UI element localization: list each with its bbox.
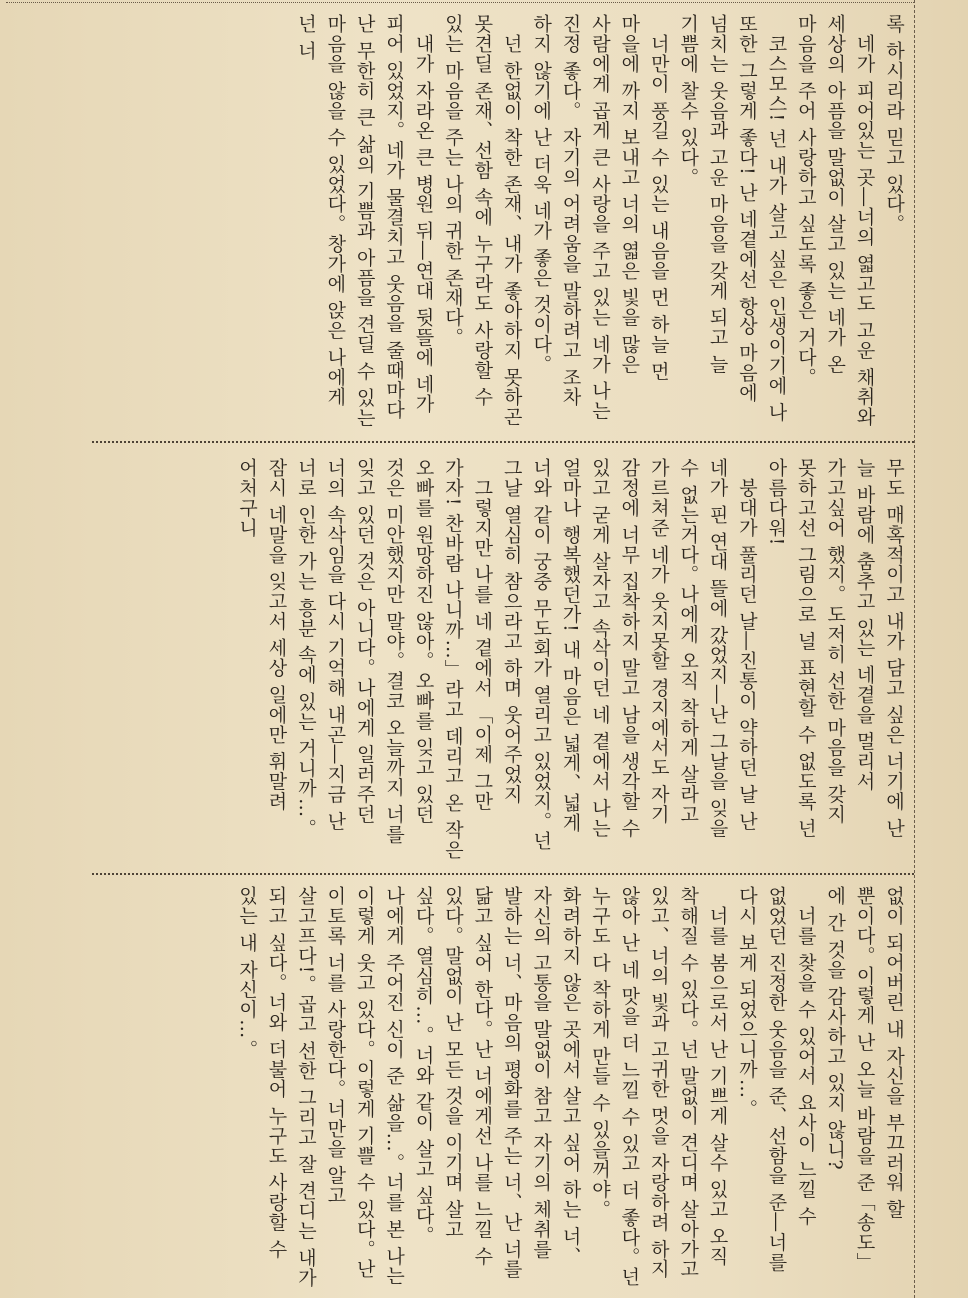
section-top-text: 록 하시리라 믿고 있다。 네가 피어있는 곳―너의 엷고도 고운 채취와 세상의 아픔을 말없이 살고 있는 네가 온 마음을 주어 사랑하고 싶도록 좋은 거다。 코스모스! 넌 내가 살고 싶은 인생이기에 나 또한 그렇게 좋다! 난 네곁에선 항상 마음에 넘치는 웃음과 고운 마음을 갖게 되고 늘 기쁨에 찰수 있다。 너만이 풍길 수 있는 내음을 먼 하늘 먼 마을에 까지 보내고 너의 엷은 빛을 많은 사람에게 곱게 큰 사랑을 주고 있는 네가 나는 진정 좋다。 자기의 어려움을 말하려고 조차 하지 않기에 난 더욱 네가 좋은 것이다。 넌 한없이 착한 존재、내가 좋아하지 못하곤 못견딜 존재、선함 속에 누구라도 사랑할 수 있는 마음을 주는 나의 귀한 존재다。 내가 자라온 큰 병원 뒤―연대 뒷뜰에 네가 피어 있었지。네가 물결치고 웃음을 줄때마다 난 무한히 큰 삶의 기쁨과 아픔을 견딜 수 있는 마음을 않을 수 있었다。창가에 앉은 나에게 넌 너 [294, 14, 905, 428]
section-middle [82, 458, 908, 860]
right-column-rule [914, 0, 915, 1298]
section-bottom [82, 886, 908, 1290]
section-divider-1 [92, 441, 914, 443]
section-middle-text: 무도 매혹적이고 내가 담고 싶은 너기에 난 늘 바람에 춤추고 있는 네곁을 멀리서 가고싶어 했지。도저히 선한 마음을 갖지 못하고선 그림으로 널 표현할 수 없도록 넌 아름다워! 붕대가 풀리던 날―진통이 약하던 날 난 네가 핀 연대 뜰에 갔었지―난 그날을 잊을 수 없는거다。나에게 오직 착하게 살라고 가르쳐준 네가 웃지못할 경지에서도 자기 감정에 너무 집착하지 말고 남을 생각할 수 있고 굳게 살자고 속삭이던 네 곁에서 나는 얼마나 행복했던가! 내 마음은 넓게、넓게 너와 같이 궁중 무도회가 열리고 있었지。넌 그날 열심히 참으라고 하며 웃어주었지 그렇지만 나를 네 곁에서 「이제 그만 가자! 찬바람 나니까…」라고 데리고 온 작은 오빠를 원망하진 않아。오빠를 잊고 있던 것은 미안했지만 말야。결코 오늘까지 너를 잊고 있던 것은 아니다。나에게 일러주던 너의 속삭임을 다시 기억해 내곤―지금 난 너로 인한 가는 흥분 속에 있는 거니까…。잠시 네말을 잊고서 세상 일에만 휘말려 어처구니 [236, 458, 905, 860]
section-top [82, 14, 908, 432]
top-border [6, 2, 914, 3]
section-bottom-text: 없이 되어버린 내 자신을 부끄러워 할 뿐이다。이렇게 난 오늘 바람을 준「송도」에 간 것을 감사하고 있지 않니? 너를 찾을 수 있어서 요사이 느낄 수 없었던 진정한 웃음을 준、선함을 준―너를 다시 보게 되었으니까…。 너를 봄으로서 난 기쁘게 살수 있고 오직 착해질 수 있다。넌 말없이 견디며 살아가고 있고、너의 빛과 고귀한 멋을 자랑하려 하지 않아 난 네 맛을 더 느낄 수 있고 더 좋다。넌 누구도 다 착하게 만들 수 있을꺼야。화려하지 않은 곳에서 살고 싶어 하는 너、자신의 고통을 말없이 참고 자기의 체취를 발하는 너、마음의 평화를 주는 너、난 너를 닮고 싶어 한다。난 너에게선 나를 느낄 수 있다。말없이 난 모든 것을 이기며 살고 싶다。열심히…。너와 같이 살고 싶다。나에게 주어진 신이 준 삶을…。너를 본 나는 이렇게 웃고 있다。이렇게 기쁠 수 있다。난 이토록 너를 사랑한다。너만을 알고 살고프다!。곱고 선한 그리고 잘 견디는 내가 되고 싶다。너와 더불어 누구도 사랑할 수 있는 내 자신이…。 [236, 886, 905, 1288]
section-divider-2 [92, 873, 914, 875]
